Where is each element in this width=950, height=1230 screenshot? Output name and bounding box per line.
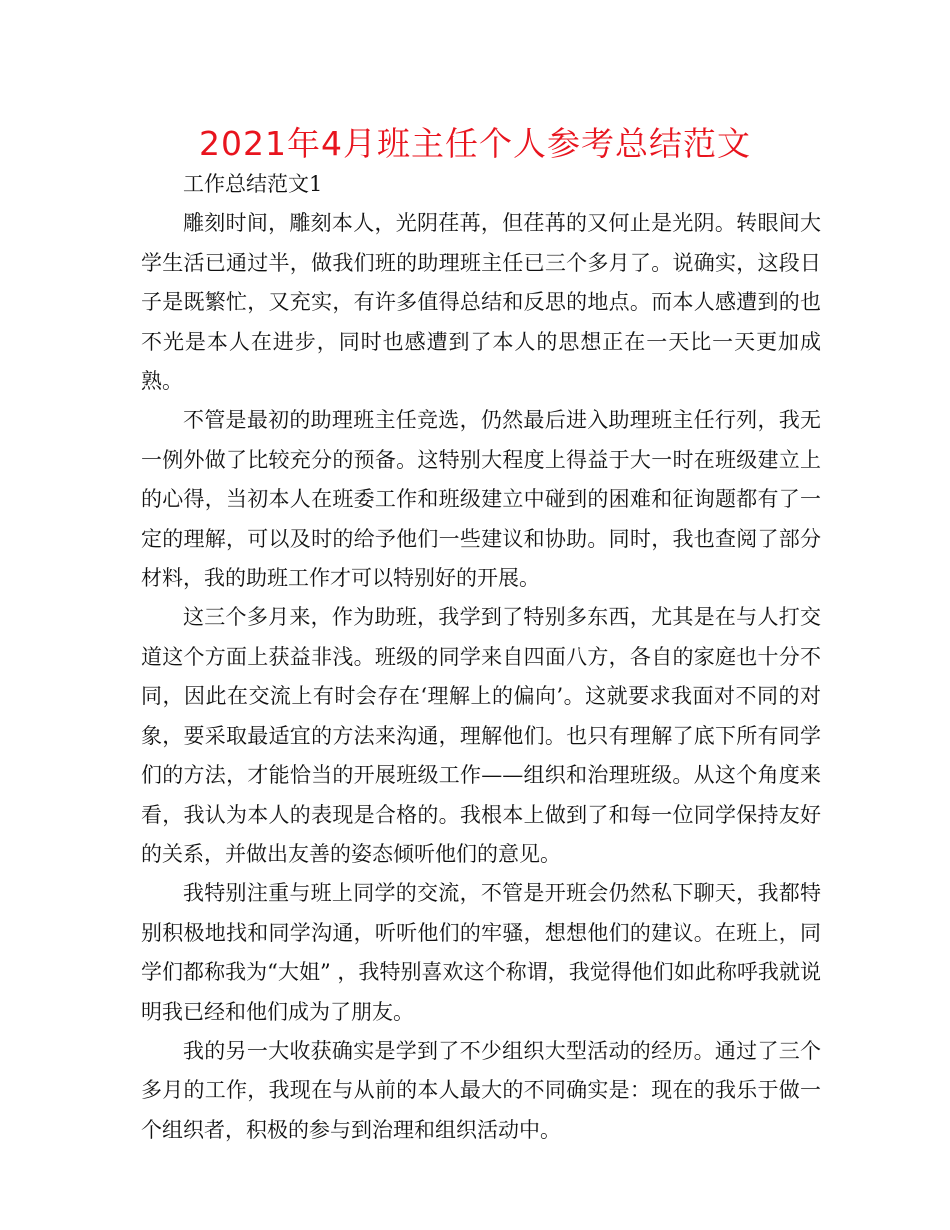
document-body [141,165,821,1150]
paragraph: 不管是最初的助理班主任竞选，仍然最后进入助理班主任行列，我无一例外做了比较充分的预备。这特别大程度上得益于大一时在班级建立上的心得，当初本人在班委工作和班级建立中碰到的困难和征询题都有了一定的理解，可以及时的给予他们一些建议和协助。同时，我也查阅了部分材料，我的助班工作才可以特别好的开展。 [141,408,821,591]
document-title: 2021年4月班主任个人参考总结范文 [199,124,751,163]
paragraph: 我的另一大收获确实是学到了不少组织大型活动的经历。通过了三个多月的工作，我现在与从前的本人最大的不同确实是：现在的我乐于做一个组织者，积极的参与到治理和组织活动中。 [141,1038,821,1142]
paragraph: 我特别注重与班上同学的交流，不管是开班会仍然私下聊天，我都特别积极地找和同学沟通，听听他们的牢骚，想想他们的建议。在班上，同学们都称我为“大姐” ，我特别喜欢这个称谓，我觉得他们如此称呼我就说明我已经和他们成为了朋友。 [141,881,821,1024]
section-heading: 工作总结范文1 [183,172,323,196]
paragraph: 雕刻时间，雕刻本人，光阴荏苒，但荏苒的又何止是光阴。转眼间大学生活已通过半，做我们班的助理班主任已三个多月了。说确实，这段日子是既繁忙，又充实，有许多值得总结和反思的地点。而本人感遭到的也不光是本人在进步，同时也感遭到了本人的思想正在一天比一天更加成熟。 [141,211,821,394]
paragraph: 这三个多月来，作为助班，我学到了特别多东西，尤其是在与人打交道这个方面上获益非浅。班级的同学来自四面八方，各自的家庭也十分不同，因此在交流上有时会存在‘理解上的偏向’。这就要求我面对不同的对象，要采取最适宜的方法来沟通，理解他们。也只有理解了底下所有同学们的方法，才能恰当的开展班级工作——组织和治理班级。从这个角度来看，我认为本人的表现是合格的。我根本上做到了和每一位同学保持友好的关系，并做出友善的姿态倾听他们的意见。 [141,605,821,866]
